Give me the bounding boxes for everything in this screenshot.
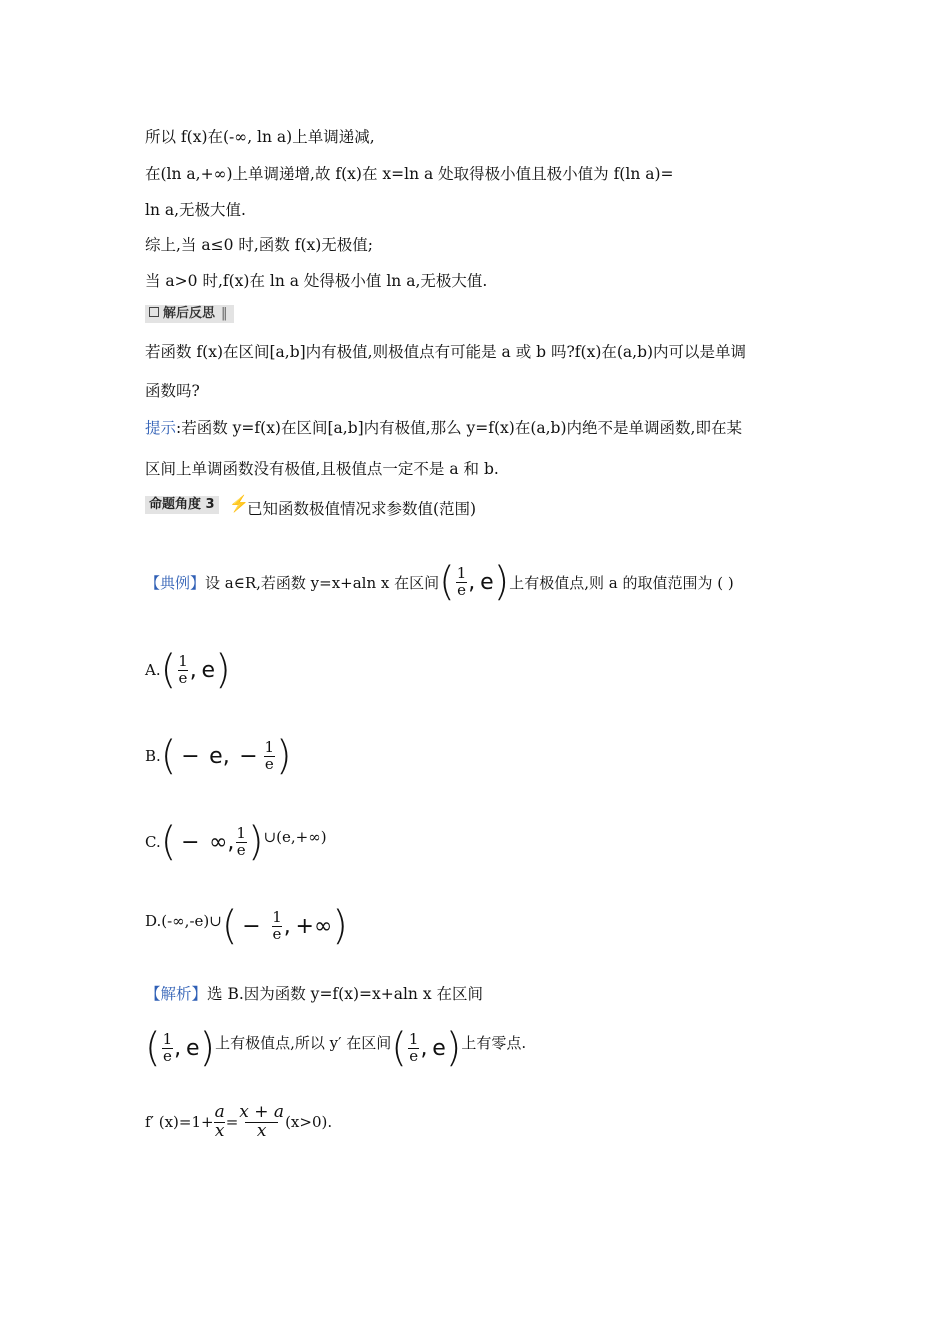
paren-close: ) <box>332 903 348 949</box>
fraction <box>456 563 468 599</box>
option-d-label: D. <box>145 912 162 930</box>
option-b <box>145 733 292 779</box>
frac-den: x <box>214 1120 225 1141</box>
minus: − <box>242 913 261 939</box>
reflection-question-2: 函数吗? <box>145 382 200 400</box>
derivative-text: f′ (x)=1+ <box>145 1113 214 1132</box>
frac-num: 1 <box>162 1029 173 1048</box>
comma: , <box>420 1035 428 1061</box>
frac-den: e <box>264 754 274 773</box>
solution-text-2a: 上有极值点,所以 y′ 在区间 <box>215 1034 392 1052</box>
angle-tag: 命题角度 3 <box>145 496 219 514</box>
frac-num: 1 <box>408 1029 419 1048</box>
hint-label: 提示 <box>145 419 177 437</box>
lightning-icon: ⚡ <box>229 494 249 513</box>
option-a-label: A. <box>145 661 161 679</box>
bars-icon: ‖ <box>221 306 228 321</box>
fraction <box>263 737 275 773</box>
comma: , <box>283 913 291 939</box>
frac-num: a <box>214 1102 225 1122</box>
frac-num: 1 <box>178 651 188 670</box>
fraction <box>162 1029 174 1065</box>
text-line: 所以 f(x)在(-∞, ln a)上单调递减, <box>145 128 375 146</box>
infinity: ∞ <box>209 829 228 855</box>
option-c-tail: ∪(e,+∞) <box>263 828 327 846</box>
frac-den: e <box>178 668 188 687</box>
text-line: 综上,当 a≤0 时,函数 f(x)无极值; <box>145 236 374 254</box>
solution-line-3 <box>145 1104 332 1141</box>
frac-num: 1 <box>272 907 282 926</box>
solution-text-1: 选 B.因为函数 y=f(x)=x+aln x 在区间 <box>207 985 483 1003</box>
comma: , <box>468 569 476 595</box>
frac-num: x + a <box>239 1102 285 1122</box>
text-line: 在(ln a,+∞)上单调递增,故 f(x)在 x=ln a 处取得极小值且极小值为 f(ln a)= <box>145 165 674 183</box>
frac-den: x <box>245 1122 279 1141</box>
paren-close: ) <box>247 819 264 865</box>
solution-line-1 <box>145 983 483 1005</box>
math-e: e <box>209 743 223 769</box>
math-e: e <box>185 1035 200 1061</box>
reflection-question-1: 若函数 f(x)在区间[a,b]内有极值,则极值点有可能是 a 或 b 吗?f(x)在(a,b)内可以是单调 <box>145 343 747 361</box>
fraction <box>408 1029 420 1065</box>
frac-den: e <box>272 924 282 943</box>
fraction-xa-over-x <box>238 1104 285 1141</box>
minus: − <box>181 829 200 855</box>
math-e: e <box>201 657 216 683</box>
frac-num: 1 <box>236 823 246 842</box>
math-e: e <box>432 1035 446 1061</box>
frac-num: 1 <box>264 737 275 756</box>
option-a <box>145 647 231 693</box>
paren-open: ( <box>439 559 455 605</box>
solution-label: 【解析】 <box>145 985 208 1003</box>
hint-line-2: 区间上单调函数没有极值,且极值点一定不是 a 和 b. <box>145 460 499 478</box>
frac-den: e <box>409 1046 419 1065</box>
paren-open: ( <box>391 1025 407 1071</box>
paren-open: ( <box>145 1025 161 1071</box>
example-line <box>145 559 734 605</box>
hint-line-1 <box>145 417 742 439</box>
example-text-a: 设 a∈R,若函数 y=x+aln x 在区间 <box>205 573 440 592</box>
frac-den: e <box>162 1046 172 1065</box>
frac-num: 1 <box>456 563 467 582</box>
comma: , <box>189 657 197 683</box>
option-d <box>145 903 348 949</box>
paren-open: ( <box>160 733 177 779</box>
math-e: e <box>480 569 494 595</box>
example-label: 【典例】 <box>145 573 206 592</box>
square-icon <box>149 307 159 317</box>
comma: , <box>227 829 235 855</box>
fraction <box>177 651 189 687</box>
minus: − <box>239 743 258 769</box>
option-c <box>145 819 327 865</box>
comma: , <box>174 1035 182 1061</box>
fraction <box>235 823 247 859</box>
equals: = <box>225 1113 239 1132</box>
example-text-b: 上有极值点,则 a 的取值范围为 ( ) <box>509 573 734 592</box>
paren-open: ( <box>221 903 238 949</box>
paren-close: ) <box>276 733 292 779</box>
angle-title: 已知函数极值情况求参数值(范围) <box>247 500 477 518</box>
paren-open: ( <box>160 819 177 865</box>
paren-open: ( <box>160 647 177 693</box>
hint-text: :若函数 y=f(x)在区间[a,b]内有极值,那么 y=f(x)在(a,b)内绝不是单调函数,即在某 <box>176 419 742 437</box>
minus: − <box>181 743 200 769</box>
paren-close: ) <box>199 1025 216 1071</box>
option-b-label: B. <box>145 747 161 765</box>
reflection-tag <box>145 305 234 323</box>
fraction-a-over-x <box>214 1104 226 1141</box>
solution-line-2 <box>145 1025 527 1071</box>
text-line: 当 a>0 时,f(x)在 ln a 处得极小值 ln a,无极大值. <box>145 272 488 290</box>
plus-infinity: +∞ <box>295 913 333 939</box>
frac-den: e <box>457 580 466 599</box>
solution-text-2b: 上有零点. <box>461 1034 527 1052</box>
comma: , <box>222 743 230 769</box>
reflection-tag-label: 解后反思 <box>163 306 216 321</box>
paren-close: ) <box>493 559 510 605</box>
paren-close: ) <box>215 647 231 693</box>
domain-text: (x>0). <box>285 1113 333 1132</box>
paren-close: ) <box>445 1025 462 1071</box>
option-d-head: (-∞,-e)∪ <box>161 912 222 930</box>
option-c-label: C. <box>145 833 161 851</box>
text-line: ln a,无极大值. <box>145 201 246 219</box>
frac-den: e <box>236 840 246 859</box>
fraction <box>271 907 283 943</box>
